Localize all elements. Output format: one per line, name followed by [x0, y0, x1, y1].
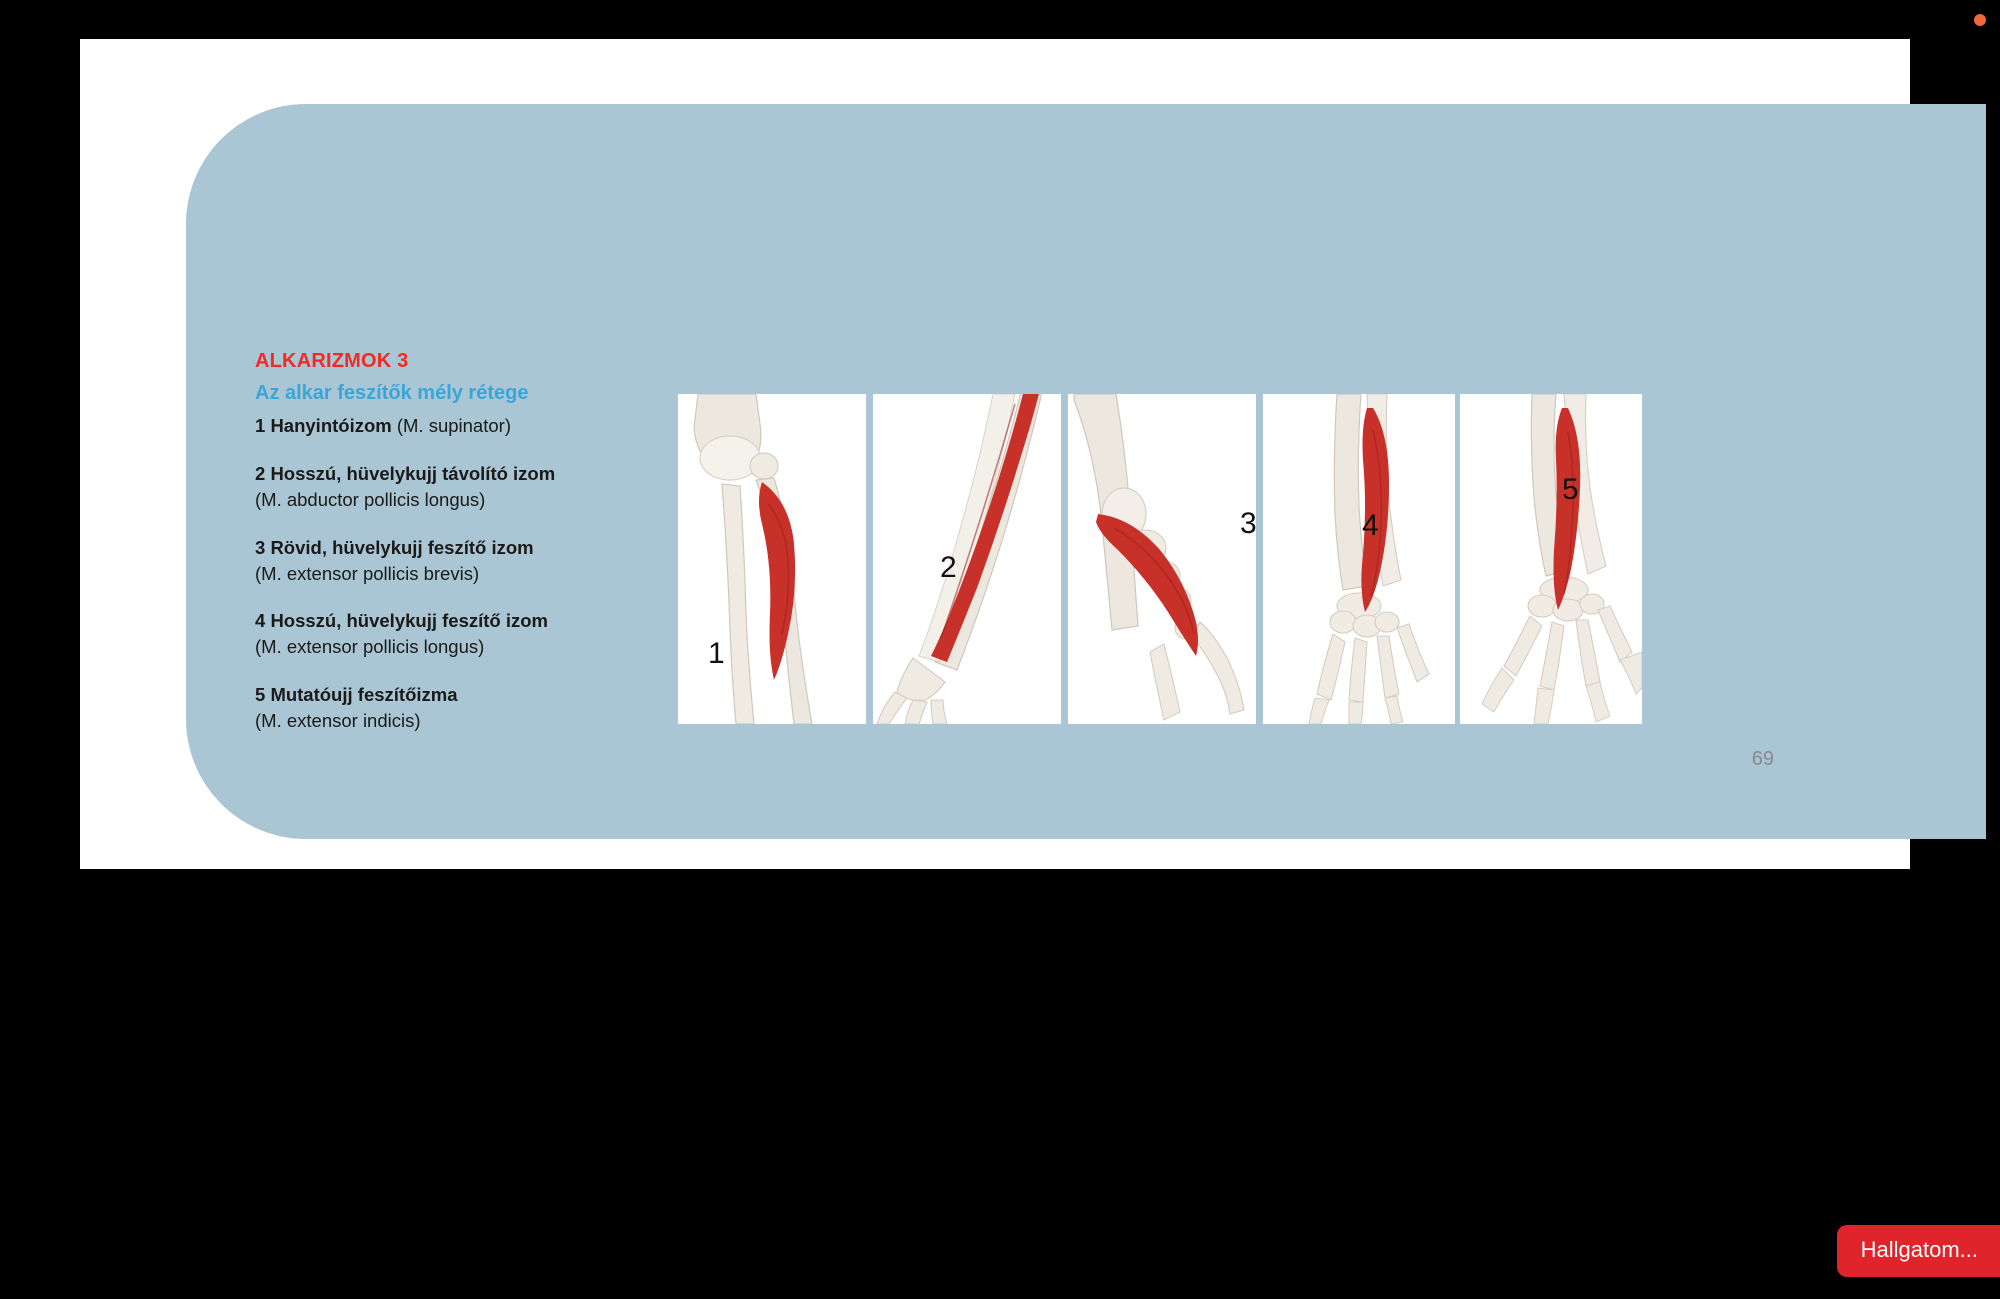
- anatomy-figure-4: [1263, 394, 1455, 724]
- figure-label-5: 5: [1562, 473, 1579, 506]
- entry-3-latin: (M. extensor pollicis brevis): [255, 562, 480, 584]
- slide-canvas: [80, 39, 1910, 869]
- recording-indicator-icon: [1974, 14, 1986, 26]
- list-item: [255, 608, 675, 660]
- text-column: [255, 349, 675, 756]
- list-item: [255, 413, 675, 439]
- figure-label-2: 2: [940, 551, 957, 584]
- status-badge-listening[interactable]: Hallgatom...: [1837, 1225, 2000, 1277]
- anatomy-figure-3: [1068, 394, 1256, 724]
- figure-label-4: 4: [1362, 509, 1379, 542]
- entry-4-latin: (M. extensor pollicis longus): [255, 636, 485, 658]
- entry-1-name: Hanyintóizom: [270, 415, 392, 436]
- entry-4-number: 4: [255, 610, 266, 632]
- page-subtitle: Az alkar feszítők mély rétege: [255, 382, 529, 404]
- anatomy-figure-2: [873, 394, 1061, 724]
- page-title: ALKARIZMOK 3: [255, 350, 409, 372]
- entry-5-number: 5: [255, 684, 266, 706]
- page-number: 69: [1751, 748, 1774, 770]
- entry-1-number: 1: [255, 415, 266, 436]
- entry-3-name: Rövid, hüvelykujj feszítő izom: [270, 536, 534, 558]
- anatomy-figure-strip: [678, 394, 1708, 724]
- entry-5-name: Mutatóujj feszítőizma: [270, 684, 458, 706]
- entry-2-number: 2: [255, 462, 266, 484]
- anatomy-figure-1: [678, 394, 866, 724]
- list-item: [255, 535, 675, 587]
- figure-label-1: 1: [708, 637, 725, 670]
- entry-5-latin: (M. extensor indicis): [255, 710, 421, 732]
- figure-label-3: 3: [1240, 507, 1257, 540]
- entry-4-name: Hosszú, hüvelykujj feszítő izom: [270, 610, 548, 632]
- entry-2-latin: (M. abductor pollicis longus): [255, 488, 486, 510]
- list-item: [255, 682, 675, 734]
- entry-3-number: 3: [255, 536, 266, 558]
- entry-1-latin: (M. supinator): [396, 415, 511, 436]
- entry-2-name: Hosszú, hüvelykujj távolító izom: [270, 462, 556, 484]
- anatomy-figure-5: [1460, 394, 1642, 724]
- list-item: [255, 461, 675, 513]
